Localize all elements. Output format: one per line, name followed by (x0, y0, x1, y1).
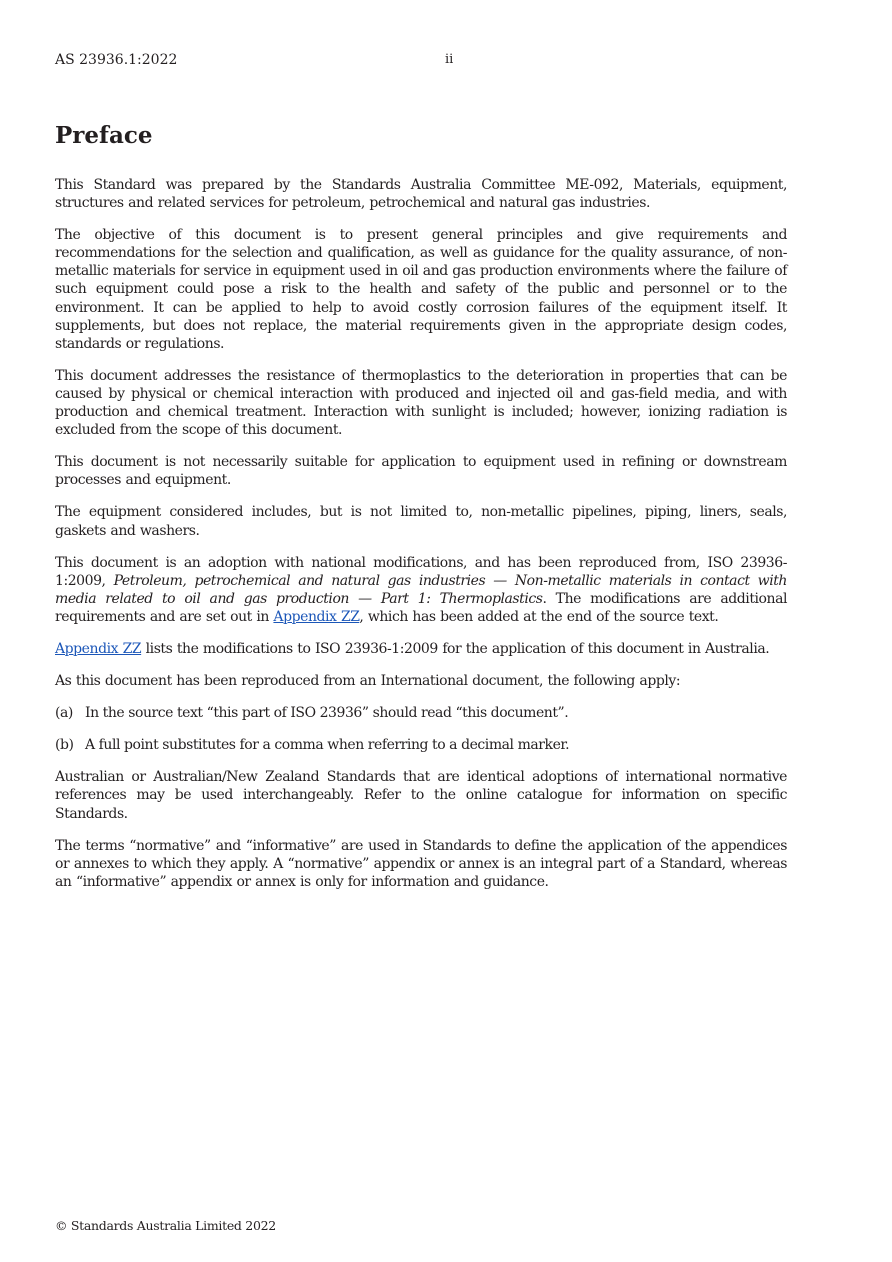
paragraph-equipment: The equipment considered includes, but is not limited to, non-metallic pipelines, piping, liners, seals, gaskets and washers. (55, 504, 787, 539)
modifications-text: lists the modifications to ISO 23936-1:2009 for the application of this document in Australia. (141, 640, 770, 657)
list-item-text: A full point substitutes for a comma when referring to a decimal marker. (85, 737, 570, 754)
appendix-zz-link[interactable]: Appendix ZZ (273, 608, 360, 625)
paragraph-scope: This document addresses the resistance of thermoplastics to the deterioration in properties that can be caused by physical or chemical interaction with produced and injected oil and gas-field media, and with production and chemical treatment. Interaction with sunlight is included; however, ionizing radiation is excluded from the scope of this document. (55, 367, 787, 439)
paragraph-modifications (55, 640, 787, 658)
paragraph-reproduced: As this document has been reproduced from an International document, the following apply: (55, 673, 681, 690)
page-title: Preface (55, 122, 153, 149)
list-item-text: In the source text “this part of ISO 23936” should read “this document”. (85, 705, 569, 722)
appendix-zz-link-2[interactable]: Appendix ZZ (55, 640, 142, 657)
paragraph-adoption (55, 554, 787, 626)
page-header (55, 50, 787, 72)
list-item-label: (b) (55, 737, 74, 754)
copyright-footer: © Standards Australia Limited 2022 (55, 1218, 276, 1233)
list-item (55, 704, 787, 722)
adoption-text-start: This document is an adoption with national modifications, and has been reproduced from, ISO 23936-1:2009, (55, 554, 787, 589)
page-number: ii (445, 52, 454, 67)
list-item-label: (a) (55, 705, 73, 722)
paragraph-references: Australian or Australian/New Zealand Standards that are identical adoptions of international normative references may be used interchangeably. Refer to the online catalogue for information on specific Standards. (55, 769, 787, 822)
preface-section (55, 118, 787, 905)
paragraph-objective: The objective of this document is to present general principles and give requirements and recommendations for the selection and qualification, as well as guidance for the quality assurance, of non-metallic materials for service in equipment used in oil and gas production environments where the failure of such equipment could pose a risk to the health and safety of the public and personnel or to the environment. It can be applied to help to avoid costly corrosion failures of the equipment itself. It supplements, but does not replace, the material requirements given in the appropriate design codes, standards or regulations. (55, 227, 787, 352)
list-item (55, 736, 787, 754)
paragraph-limitation: This document is not necessarily suitable for application to equipment used in refining or downstream processes and equipment. (55, 454, 787, 489)
paragraph-terms: The terms “normative” and “informative” are used in Standards to define the application of the appendices or annexes to which they apply. A “normative” appendix or annex is an integral part of a Standard, whereas an “informative” appendix or annex is only for information and guidance. (55, 837, 787, 890)
source-standard-title: Petroleum, petrochemical and natural gas industries — Non-metallic materials in contact with media related to oil and gas production — Part 1: Thermoplastics (55, 572, 787, 607)
paragraph-committee: This Standard was prepared by the Standards Australia Committee ME-092, Materials, equipment, structures and related services for petroleum, petrochemical and natural gas industries. (55, 177, 787, 212)
adoption-text-middle: . The modifications are additional requirements and are set out in (55, 590, 787, 625)
document-id: AS 23936.1:2022 (55, 52, 178, 68)
adoption-text-end: , which has been added at the end of the source text. (359, 608, 719, 625)
